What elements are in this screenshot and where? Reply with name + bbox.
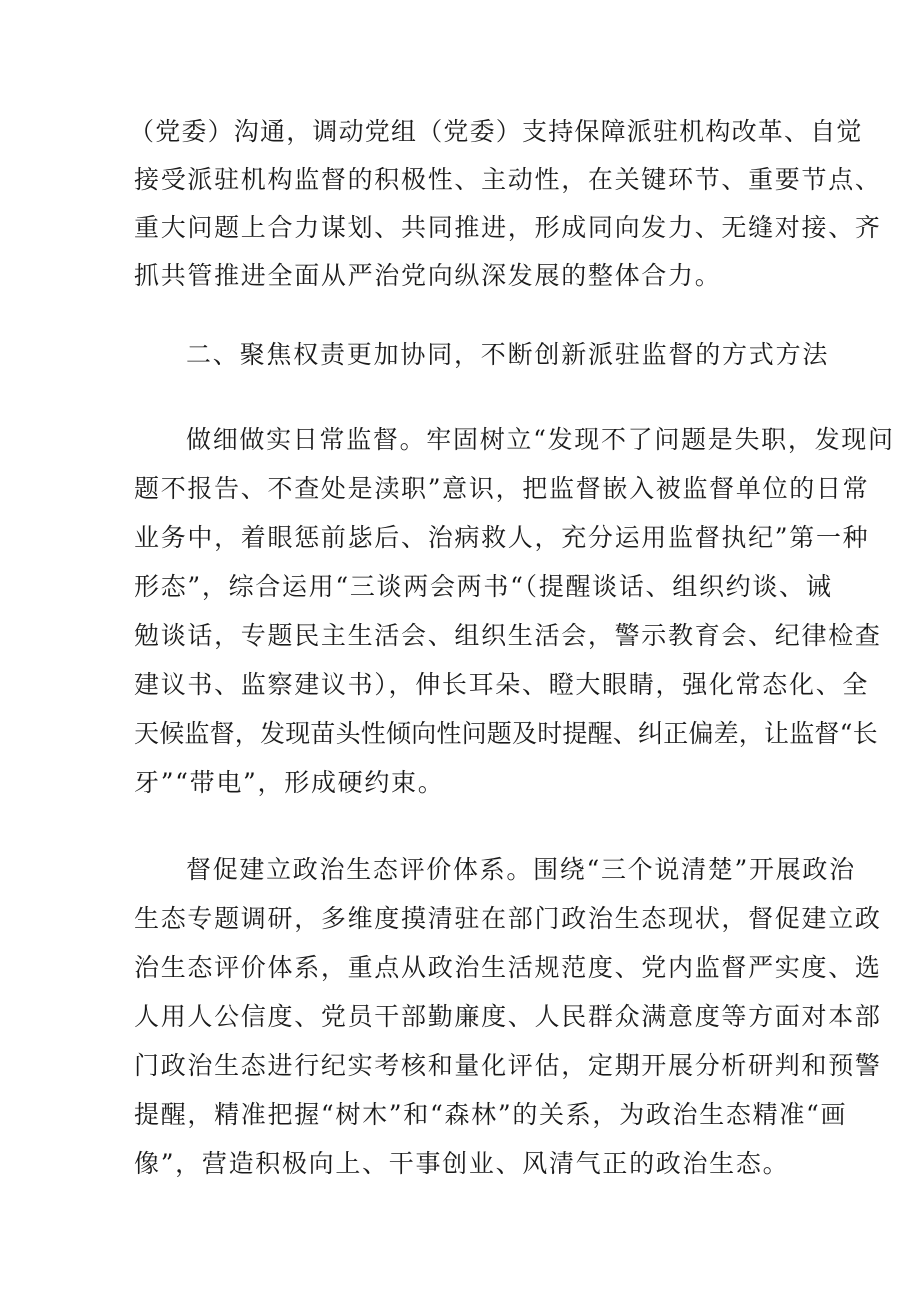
- text-line: 题不报告、不查处是渎职”意识，把监督嵌入被监督单位的日常: [134, 474, 870, 503]
- text-line: 形态”，综合运用“三谈两会两书“（提醒谈话、组织约谈、诫: [134, 572, 833, 601]
- text-line: 人用人公信度、党员干部勤廉度、人民群众满意度等方面对本部: [134, 1002, 882, 1031]
- text-line: 建议书、监察建议书），伸长耳朵、瞪大眼睛，强化常态化、全: [134, 670, 870, 699]
- text-line: 重大问题上合力谋划、共同推进，形成同向发力、无缝对接、齐: [134, 213, 882, 242]
- text-line: 生态专题调研，多维度摸清驻在部门政治生态现状，督促建立政: [134, 904, 882, 933]
- text-line: 勉谈话，专题民主生活会、组织生活会，警示教育会、纪律检查: [134, 621, 882, 650]
- section-heading: 二、聚焦权责更加协同，不断创新派驻监督的方式方法: [186, 340, 830, 369]
- text-line: 业务中，着眼惩前毖后、治病救人，充分运用监督执纪”第一种: [134, 523, 870, 552]
- text-line: （党委）沟通，调动党组（党委）支持保障派驻机构改革、自觉: [129, 117, 863, 146]
- text-line: 做细做实日常监督。牢固树立“发现不了问题是失职，发现问: [186, 425, 895, 454]
- text-line: 督促建立政治生态评价体系。围绕“三个说清楚”开展政治: [186, 855, 856, 884]
- text-line: 治生态评价体系，重点从政治生活规范度、党内监督严实度、选: [134, 953, 882, 982]
- text-line: 抓共管推进全面从严治党向纵深发展的整体合力。: [134, 261, 722, 290]
- text-line: 天候监督，发现苗头性倾向性问题及时提醒、纠正偏差，让监督“长: [134, 719, 878, 748]
- text-line: 像”，营造积极向上、干事创业、风清气正的政治生态。: [134, 1149, 790, 1178]
- text-line: 牙”“带电”，形成硬约束。: [134, 768, 445, 797]
- text-line: 门政治生态进行纪实考核和量化评估，定期开展分析研判和预警: [134, 1051, 882, 1080]
- text-line: 提醒，精准把握“树木”和“森林”的关系，为政治生态精准“画: [134, 1100, 848, 1129]
- text-line: 接受派驻机构监督的积极性、主动性，在关键环节、重要节点、: [134, 165, 882, 194]
